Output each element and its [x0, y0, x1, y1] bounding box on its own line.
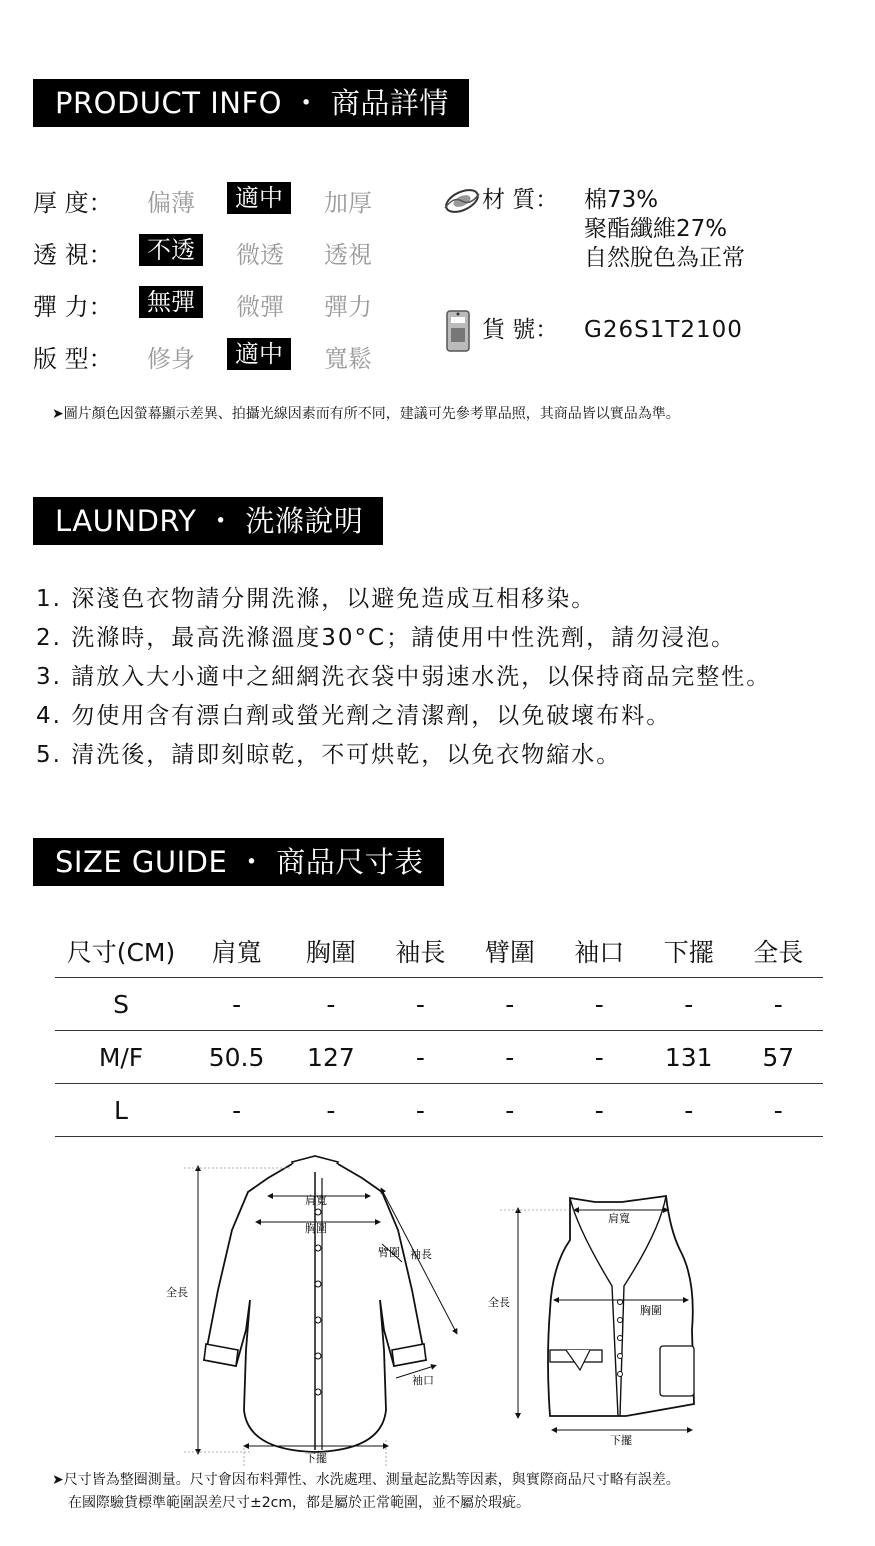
- elasticity-option-2: 微彈: [236, 293, 284, 321]
- table-cell: -: [465, 978, 554, 1031]
- table-cell: -: [376, 1031, 465, 1084]
- fit-option-3: 寬鬆: [324, 345, 372, 373]
- header-cuff: 袖口: [555, 925, 644, 978]
- shirt-cuff-label: 袖口: [412, 1374, 434, 1387]
- transparency-label: 透 視：: [33, 241, 113, 269]
- header-length: 全長: [733, 925, 823, 978]
- laundry-item-4: 4. 勿使用含有漂白劑或螢光劑之清潔劑，以免破壞布料。: [36, 703, 672, 729]
- header-hem: 下擺: [644, 925, 733, 978]
- laundry-item-1: 1. 深淺色衣物請分開洗滌，以避免造成互相移染。: [36, 586, 597, 612]
- table-cell: -: [286, 978, 375, 1031]
- thickness-label: 厚 度：: [33, 189, 113, 217]
- vest-hem-label: 下擺: [610, 1434, 632, 1447]
- table-row: [55, 978, 823, 1031]
- fit-label: 版 型：: [33, 345, 113, 373]
- transparency-option-2: 微透: [236, 241, 284, 269]
- table-cell: L: [55, 1084, 187, 1137]
- table-cell: -: [555, 1031, 644, 1084]
- table-cell: -: [733, 1084, 823, 1137]
- table-cell: 131: [644, 1031, 733, 1084]
- fit-option-1: 修身: [147, 345, 195, 373]
- table-cell: M/F: [55, 1031, 187, 1084]
- material-line-1: 棉73%: [584, 187, 659, 213]
- size-guide-banner: SIZE GUIDE ・ 商品尺寸表: [33, 838, 444, 886]
- table-cell: -: [376, 978, 465, 1031]
- table-cell: -: [644, 978, 733, 1031]
- table-row: [55, 1084, 823, 1137]
- vest-shoulder-label: 肩寬: [608, 1212, 630, 1225]
- sku-label: 貨 號：: [482, 317, 559, 343]
- table-cell: -: [555, 1084, 644, 1137]
- table-cell: -: [644, 1084, 733, 1137]
- table-cell: -: [187, 978, 286, 1031]
- laundry-item-5: 5. 清洗後，請即刻晾乾，不可烘乾，以免衣物縮水。: [36, 742, 622, 768]
- shirt-measurement-diagram: [150, 1150, 460, 1470]
- transparency-option-3: 透視: [324, 241, 372, 269]
- size-table-header: [55, 925, 823, 978]
- shirt-arm-label: 臂圍: [378, 1246, 400, 1259]
- thickness-option-2-selected: 適中: [227, 182, 291, 214]
- vest-measurement-diagram: [480, 1190, 720, 1460]
- elasticity-option-3: 彈力: [324, 293, 372, 321]
- table-cell: 57: [733, 1031, 823, 1084]
- table-cell: 50.5: [187, 1031, 286, 1084]
- thickness-option-1: 偏薄: [147, 189, 195, 217]
- table-cell: -: [286, 1084, 375, 1137]
- size-table: [55, 925, 823, 1137]
- product-info-banner: PRODUCT INFO ・ 商品詳情: [33, 79, 469, 127]
- table-cell: -: [465, 1031, 554, 1084]
- table-cell: S: [55, 978, 187, 1031]
- laundry-banner: LAUNDRY ・ 洗滌說明: [33, 497, 383, 545]
- shirt-length-label: 全長: [166, 1286, 188, 1299]
- header-arm: 臂圍: [465, 925, 554, 978]
- table-cell: -: [376, 1084, 465, 1137]
- shirt-chest-label: 胸圍: [305, 1222, 327, 1235]
- material-line-2: 聚酯纖維27%: [584, 216, 728, 242]
- laundry-item-2: 2. 洗滌時，最高洗滌溫度30°C；請使用中性洗劑，請勿浸泡。: [36, 625, 737, 651]
- elasticity-label: 彈 力：: [33, 293, 113, 321]
- photo-color-note: ➤圖片顏色因螢幕顯示差異、拍攝光線因素而有所不同，建議可先參考單品照，其商品皆以實品為準。: [52, 406, 680, 422]
- thread-spool-icon: [442, 186, 482, 216]
- vest-chest-label: 胸圍: [640, 1304, 662, 1317]
- header-size: 尺寸(CM): [55, 925, 187, 978]
- fit-option-2-selected: 適中: [227, 338, 291, 370]
- header-sleeve: 袖長: [376, 925, 465, 978]
- tag-icon: [444, 308, 474, 356]
- material-label: 材 質：: [482, 187, 559, 213]
- thickness-option-3: 加厚: [324, 189, 372, 217]
- shirt-hem-label: 下擺: [305, 1452, 327, 1465]
- vest-length-label: 全長: [488, 1296, 510, 1309]
- elasticity-option-1-selected: 無彈: [139, 286, 203, 318]
- table-cell: -: [187, 1084, 286, 1137]
- material-line-3: 自然脫色為正常: [584, 245, 745, 271]
- table-cell: 127: [286, 1031, 375, 1084]
- laundry-item-3: 3. 請放入大小適中之細網洗衣袋中弱速水洗，以保持商品完整性。: [36, 664, 772, 690]
- table-cell: -: [465, 1084, 554, 1137]
- size-note-line-2: 在國際驗貨標準範圍誤差尺寸±2cm，都是屬於正常範圍，並不屬於瑕疵。: [68, 1495, 530, 1511]
- shirt-sleeve-label: 袖長: [410, 1248, 432, 1261]
- table-cell: -: [733, 978, 823, 1031]
- size-note-line-1: ➤尺寸皆為整圈測量。尺寸會因布料彈性、水洗處理、測量起訖點等因素，與實際商品尺寸略有誤差。: [52, 1472, 680, 1488]
- transparency-option-1-selected: 不透: [139, 234, 203, 266]
- table-cell: -: [555, 978, 644, 1031]
- header-chest: 胸圍: [286, 925, 375, 978]
- shirt-shoulder-label: 肩寬: [305, 1194, 327, 1207]
- sku-value: G26S1T2100: [584, 317, 743, 343]
- header-shoulder: 肩寬: [187, 925, 286, 978]
- table-row: [55, 1031, 823, 1084]
